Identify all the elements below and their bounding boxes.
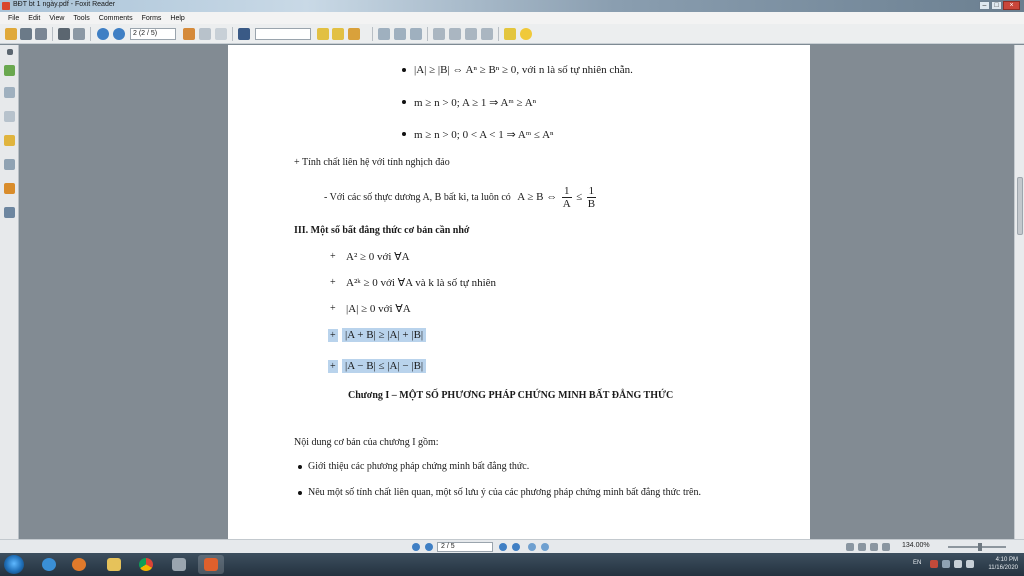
list-bullet-plus: + [330, 330, 336, 341]
chrome-icon [139, 558, 153, 571]
find-icon[interactable] [238, 28, 250, 40]
tray-flag-icon[interactable] [942, 560, 950, 568]
security-icon[interactable] [4, 183, 15, 194]
bookmark-icon[interactable] [348, 28, 360, 40]
navigation-panel [0, 45, 19, 539]
first-page-icon[interactable] [412, 543, 420, 551]
facing-icon[interactable] [465, 28, 477, 40]
scrollbar-thumb[interactable] [1017, 177, 1023, 235]
menu-edit[interactable]: Edit [28, 14, 41, 22]
chapter-heading: Chương I – MỘT SỐ PHƯƠNG PHÁP CHỨNG MINH BẤT ĐẲNG THỨC [348, 390, 674, 401]
reciprocal-property-text: - Với các số thực dương A, B bất kì, ta luôn có [324, 191, 511, 203]
inequality-line-2: m ≥ n > 0; A ≥ 1 ⇒ Aᵐ ≥ Aⁿ [414, 97, 537, 109]
highlighted-inequality-2[interactable]: |A − B| ≤ |A| − |B| [342, 359, 426, 373]
inequality-line-1-note: , với n là số tự nhiên chẵn. [516, 64, 633, 76]
reciprocal-math: A ≥ B ⇔ [517, 190, 558, 203]
forward-icon[interactable] [541, 543, 549, 551]
save-icon[interactable] [20, 28, 32, 40]
panel-toggle-icon[interactable] [7, 49, 13, 55]
fraction-denominator: A [562, 198, 571, 210]
zoom-level[interactable]: 134.00% [902, 542, 930, 549]
inequality-item-1: A² ≥ 0 với ∀A [346, 251, 410, 263]
bullet-icon [402, 132, 406, 136]
bookmarks-icon[interactable] [4, 87, 15, 98]
single-page-view-icon[interactable] [846, 543, 854, 551]
note-icon[interactable] [520, 28, 532, 40]
layers-icon[interactable] [4, 111, 15, 122]
back-icon[interactable] [528, 543, 536, 551]
inequality-line-3: m ≥ n > 0; 0 < A < 1 ⇒ Aᵐ ≤ Aⁿ [414, 129, 554, 141]
rotate-icon[interactable] [481, 28, 493, 40]
window-title: BĐT bt 1 ngày.pdf - Foxit Reader [13, 1, 116, 8]
text-tool-icon[interactable] [504, 28, 516, 40]
inequality-line-1: |A| ≥ |B| ⇔ Aⁿ ≥ Bⁿ ≥ 0 [414, 64, 517, 76]
folder-icon [107, 558, 121, 571]
fraction-denominator: B [587, 198, 596, 210]
menu-file[interactable]: File [8, 14, 20, 22]
taskbar-chrome[interactable] [133, 555, 159, 574]
bullet-icon [298, 491, 302, 495]
taskbar-app[interactable] [166, 555, 192, 574]
vertical-scrollbar[interactable] [1014, 45, 1024, 539]
single-page-icon[interactable] [433, 28, 445, 40]
taskbar [0, 553, 1024, 576]
menu-help[interactable]: Help [170, 14, 185, 22]
previous-page-icon[interactable] [97, 28, 109, 40]
fraction-numerator: 1 [588, 185, 595, 197]
chapter-point-1: Giới thiệu các phương pháp chứng minh bất đẳng thức. [308, 461, 530, 472]
fraction-numerator: 1 [562, 185, 572, 198]
signatures-icon[interactable] [4, 207, 15, 218]
relation-symbol: ≤ [576, 190, 583, 203]
fit-page-icon[interactable] [410, 28, 422, 40]
taskbar-ie[interactable] [36, 555, 62, 574]
pdf-page [228, 45, 810, 539]
tray-antivirus-icon[interactable] [930, 560, 938, 568]
zoom-in-icon[interactable] [378, 28, 390, 40]
menu-view[interactable]: View [49, 14, 65, 22]
bullet-icon [402, 100, 406, 104]
next-page-icon[interactable] [499, 543, 507, 551]
select-text-icon[interactable] [199, 28, 211, 40]
taskbar-explorer[interactable] [101, 555, 127, 574]
next-page-icon[interactable] [113, 28, 125, 40]
network-icon[interactable] [954, 560, 962, 568]
menu-tools[interactable]: Tools [73, 14, 90, 22]
find-previous-icon[interactable] [317, 28, 329, 40]
clock-time: 4:10 PM [995, 557, 1018, 563]
list-bullet-plus: + [330, 277, 336, 288]
find-next-icon[interactable] [332, 28, 344, 40]
close-button[interactable]: × [1003, 1, 1020, 10]
toolbar [0, 24, 1024, 44]
title-bar [0, 0, 1024, 12]
menu-forms[interactable]: Forms [141, 14, 162, 22]
open-icon[interactable] [5, 28, 17, 40]
minimize-button[interactable]: – [979, 1, 990, 10]
zoom-out-icon[interactable] [394, 28, 406, 40]
taskbar-media[interactable] [66, 555, 92, 574]
chapter-intro: Nội dung cơ bản của chương I gồm: [294, 437, 439, 448]
comments-icon[interactable] [4, 135, 15, 146]
reciprocal-property-heading: + Tính chất liên hệ với tính nghịch đảo [294, 157, 450, 168]
document-view[interactable] [20, 45, 1014, 539]
cover-view-icon[interactable] [882, 543, 890, 551]
email-icon[interactable] [73, 28, 85, 40]
section-heading-3: III. Một số bất đẳng thức cơ bản cần nhớ [294, 225, 470, 236]
facing-view-icon[interactable] [870, 543, 878, 551]
zoom-slider[interactable] [948, 546, 1006, 548]
maximize-button[interactable]: □ [991, 1, 1002, 10]
menu-comments[interactable]: Comments [98, 14, 133, 22]
snapshot-icon[interactable] [215, 28, 227, 40]
save-as-icon[interactable] [35, 28, 47, 40]
inequality-item-2: A²ᵏ ≥ 0 với ∀A và k là số tự nhiên [346, 277, 497, 289]
last-page-icon[interactable] [512, 543, 520, 551]
highlighted-inequality-1[interactable]: |A + B| ≥ |A| + |B| [342, 328, 426, 342]
clock-date: 11/16/2020 [988, 565, 1018, 571]
bullet-icon [298, 465, 302, 469]
taskbar-foxit[interactable] [198, 555, 224, 574]
pages-icon[interactable] [4, 65, 15, 76]
page-number-input[interactable]: 2 (2 / 5) [130, 28, 176, 40]
clock[interactable] [988, 556, 1018, 572]
find-input[interactable] [255, 28, 311, 40]
internet-explorer-icon [42, 558, 56, 571]
attachments-icon[interactable] [4, 159, 15, 170]
continuous-view-icon[interactable] [858, 543, 866, 551]
inequality-item-3: |A| ≥ 0 với ∀A [346, 303, 411, 315]
foxit-reader-icon [204, 558, 218, 571]
bullet-icon [402, 68, 406, 72]
start-button[interactable] [4, 555, 24, 574]
menu-bar [0, 12, 1024, 24]
list-bullet-plus: + [330, 361, 336, 372]
zoom-slider-handle[interactable] [978, 543, 982, 551]
status-page-input[interactable]: 2 / 5 [437, 542, 493, 552]
language-indicator[interactable]: EN [913, 560, 922, 566]
previous-page-icon[interactable] [425, 543, 433, 551]
list-bullet-plus: + [330, 303, 336, 314]
hand-tool-icon[interactable] [183, 28, 195, 40]
continuous-icon[interactable] [449, 28, 461, 40]
print-icon[interactable] [58, 28, 70, 40]
status-bar [0, 539, 1024, 553]
list-bullet-plus: + [330, 251, 336, 262]
foxit-app-icon [2, 2, 10, 10]
volume-icon[interactable] [966, 560, 974, 568]
media-player-icon [72, 558, 86, 571]
chapter-point-2: Nêu một số tính chất liên quan, một số lưu ý của các phương pháp chứng minh bất đẳng thức trên. [308, 487, 701, 498]
app-icon [172, 558, 186, 571]
